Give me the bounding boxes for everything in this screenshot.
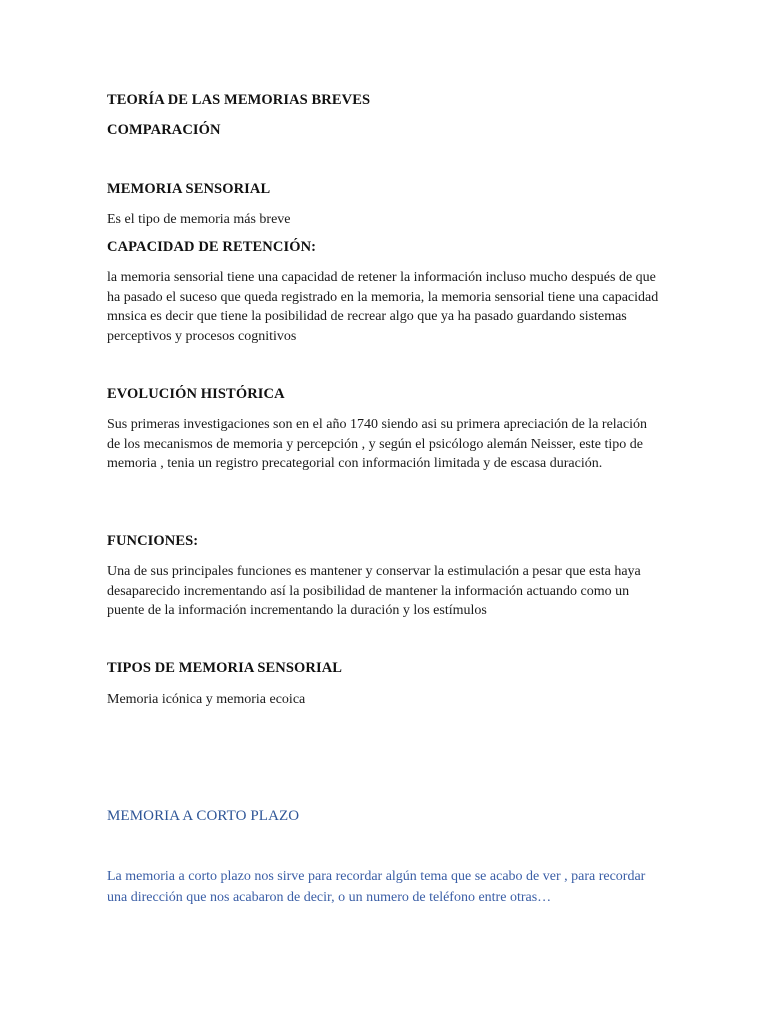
document-title: TEORÍA DE LAS MEMORIAS BREVES xyxy=(107,92,371,108)
paragraph-tipos-memoria: Memoria icónica y memoria ecoica xyxy=(107,692,306,707)
paragraph-corto-plazo: La memoria a corto plazo nos sirve para recordar algún tema que se acabo de ver , para recordar una dirección que nos acabaron de decir, o un numero de teléfono entre otras… xyxy=(107,869,646,905)
paragraph-capacidad-retencion: la memoria sensorial tiene una capacidad de retener la información incluso mucho después de que ha pasado el suceso que queda registrado en la memoria, la memoria sensorial tiene una capacidad mnsica es decir que tiene la posibilidad de recrear algo que ya ha pasado guardando sistemas perceptivos y procesos cognitivos xyxy=(107,270,659,344)
paragraph-evolucion-historica: Sus primeras investigaciones son en el año 1740 siendo asi su primera apreciación de la relación de los mecanismos de memoria y percepción , y según el psicólogo alemán Neisser, este tipo de memoria , tenia un registro precategorial con información limitada y de escasa duración. xyxy=(107,417,647,471)
heading-corto-plazo: MEMORIA A CORTO PLAZO xyxy=(107,808,300,824)
heading-funciones: FUNCIONES: xyxy=(107,533,199,549)
heading-tipos-memoria: TIPOS DE MEMORIA SENSORIAL xyxy=(107,660,343,676)
heading-memoria-sensorial: MEMORIA SENSORIAL xyxy=(107,181,271,197)
paragraph-memoria-sensorial: Es el tipo de memoria más breve xyxy=(107,212,291,227)
heading-capacidad-retencion: CAPACIDAD DE RETENCIÓN: xyxy=(107,239,317,255)
paragraph-funciones: Una de sus principales funciones es mantener y conservar la estimulación a pesar que esta haya desaparecido incrementando así la posibilidad de mantener la información actuando como un puente de la información incrementando la duración y los estímulos xyxy=(107,564,641,618)
heading-evolucion-historica: EVOLUCIÓN HISTÓRICA xyxy=(107,386,285,402)
document-subtitle: COMPARACIÓN xyxy=(107,122,221,138)
